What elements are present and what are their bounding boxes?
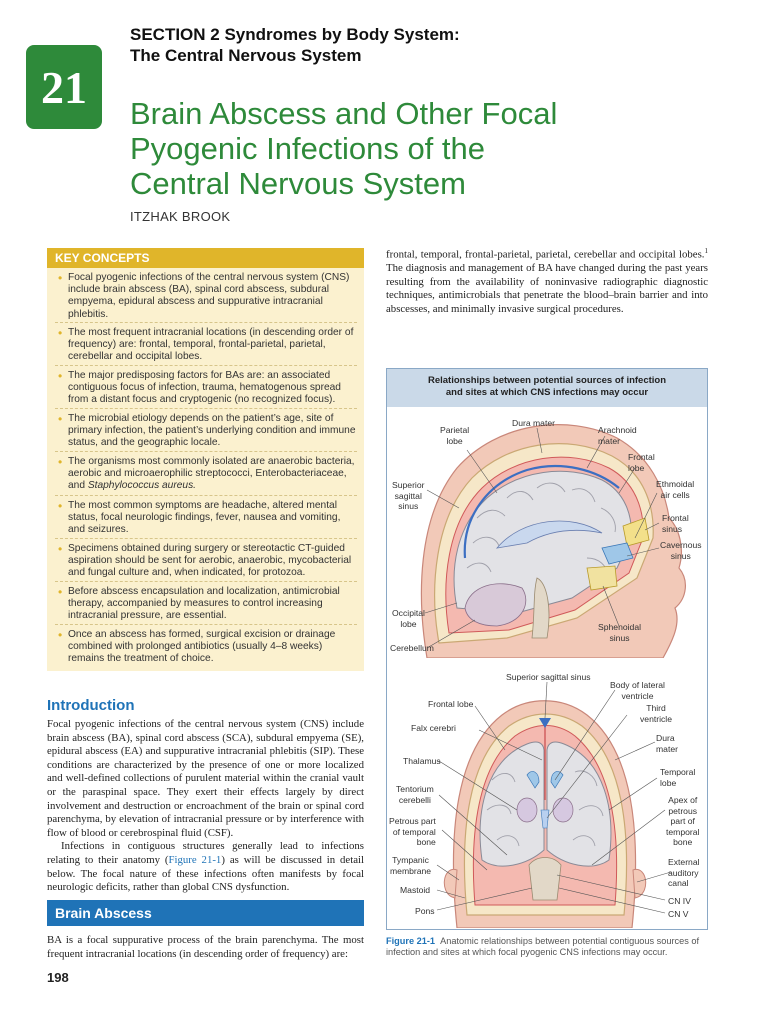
key-concept-item: • The microbial etiology depends on the patient’s age, site of primary infection, the patient’s underlying condition and immune status, and the geographic locale. xyxy=(58,413,358,450)
figure-21-1-link[interactable]: Figure 21-1 xyxy=(168,853,222,866)
figure-caption-label: Figure 21-1 xyxy=(386,936,436,946)
label-cavernous-sinus: Cavernous sinus xyxy=(660,540,702,561)
figure-header xyxy=(387,369,707,407)
section-title xyxy=(130,24,460,66)
chapter-title-line-2: Pyogenic Infections of the xyxy=(130,131,486,166)
author-name: ITZHAK BROOK xyxy=(130,209,231,224)
label-occipital-lobe: Occipital lobe xyxy=(392,608,425,629)
label-superior-sagittal-sinus-bottom: Superior sagittal sinus xyxy=(506,672,591,682)
section-line-1: SECTION 2 Syndromes by Body System: xyxy=(130,25,460,44)
figure-header-line-1: Relationships between potential sources of infection xyxy=(427,375,667,386)
key-concepts-header: KEY CONCEPTS xyxy=(47,248,364,268)
introduction-body xyxy=(47,718,364,895)
label-frontal-sinus: Frontal sinus xyxy=(662,513,689,534)
chapter-title-line-1: Brain Abscess and Other Focal xyxy=(130,96,558,131)
right-col-text: frontal, temporal, frontal-parietal, parietal, cerebellar and occipital lobes. xyxy=(386,248,705,261)
figure-caption-text: Anatomic relationships between potential contiguous sources of infection and sites at which focal pyogenic CNS infections may occur. xyxy=(386,936,700,957)
label-body-lateral-ventricle: Body of lateral ventricle xyxy=(610,680,665,701)
key-concept-divider xyxy=(55,581,357,582)
key-concept-item: • Focal pyogenic infections of the central nervous system (CNS) include brain abscess (BA), spinal cord abscess, subdural empyema, epidural abscess and suppurative intracranial phlebitis. xyxy=(58,272,358,321)
key-concept-item xyxy=(58,456,358,493)
label-ethmoidal-air-cells: Ethmoidal air cells xyxy=(656,479,695,500)
introduction-heading: Introduction xyxy=(47,697,135,714)
introduction-paragraph-1: Focal pyogenic infections of the central nervous system (CNS) include brain abscess (BA), spinal cord abscess (SCA), subdural empyema (SE), epidural abscess (EA) and suppurative intracranial phlebitis (SIP). These conditions are characterized by the presence of one or more localized and well-defined collections of purulent material within the cranial vault or the paraspinal space. They exert their effects largely by direct involvement and destruction or encroachment of the brain or spinal cord parenchyma, by elevation of intracranial pressure or by interference with flow of blood or cerebrospinal fluid (CSF). xyxy=(47,718,364,839)
key-concept-divider xyxy=(55,408,357,409)
intro-p2-text-cont: ) as will be discussed in detail below. The focal nature of these infections often manifests by focal neurologic deficits, rather than global CNS dysfunction. xyxy=(47,853,364,894)
key-concept-item: • Specimens obtained during surgery or stereotactic CT-guided aspiration should be sent for aerobic, anaerobic, mycobacterial and fungal culture and, when indicated, for protozoa. xyxy=(58,543,358,580)
key-concept-divider xyxy=(55,538,357,539)
brain-abscess-paragraph: BA is a focal suppurative process of the brain parenchyma. The most frequent intracranial locations (in descending order of frequency) are: xyxy=(47,934,364,960)
key-concept-divider xyxy=(55,322,357,323)
reference-1: 1 xyxy=(704,247,708,255)
label-tentorium-cerebelli: Tentorium cerebelli xyxy=(396,784,434,805)
label-external-auditory-canal: External auditory canal xyxy=(668,857,700,888)
label-arachnoid-mater: Arachnoid mater xyxy=(598,425,637,446)
section-line-2: The Central Nervous System xyxy=(130,46,362,65)
label-cn-v: CN V xyxy=(668,909,689,919)
label-tympanic-membrane: Tympanic membrane xyxy=(390,855,432,876)
brain-abscess-heading: Brain Abscess xyxy=(47,900,364,926)
label-pons: Pons xyxy=(415,906,435,916)
label-temporal-lobe: Temporal lobe xyxy=(660,767,696,788)
label-apex-petrous: Apex of petrous part of temporal bone xyxy=(666,795,700,847)
key-concept-divider xyxy=(55,624,357,625)
key-concept-item: • The most common symptoms are headache, altered mental status, focal neurologic findings, fever, nausea and vomiting, and seizures. xyxy=(58,500,358,537)
label-parietal-lobe: Parietal lobe xyxy=(440,425,470,446)
key-concept-item: • The most frequent intracranial locations (in descending order of frequency) are: frontal, temporal, frontal-parietal, parietal, cerebellar and occipital lobes. xyxy=(58,327,358,364)
chapter-number-badge: 21 xyxy=(26,45,102,129)
label-cn-iv: CN IV xyxy=(668,896,691,906)
figure-caption xyxy=(386,936,708,958)
chapter-title xyxy=(130,96,690,201)
label-frontal-lobe-top: Frontal lobe xyxy=(628,452,655,473)
label-dura-mater-top: Dura mater xyxy=(512,418,555,428)
label-third-ventricle: Third ventricle xyxy=(640,703,672,724)
label-petrous-part: Petrous part of temporal bone xyxy=(389,816,436,847)
figure-header-line-2: and sites at which CNS infections may occur xyxy=(445,387,649,398)
key-concept-item: • The major predisposing factors for BAs are: an associated contiguous focus of infection, trauma, hematogenous spread from a distant focus and cryptogenic (no recognized focus). xyxy=(58,370,358,407)
introduction-paragraph-2 xyxy=(47,840,364,894)
label-falx-cerebri: Falx cerebri xyxy=(411,723,456,733)
key-concept-divider xyxy=(55,451,357,452)
key-concept-divider xyxy=(55,365,357,366)
key-concept-item: • Once an abscess has formed, surgical excision or drainage combined with prolonged antibiotics (usually 4–8 weeks) remains the treatment of choice. xyxy=(58,629,358,666)
chapter-title-line-3: Central Nervous System xyxy=(130,166,466,201)
label-thalamus: Thalamus xyxy=(403,756,441,766)
right-col-text-cont: The diagnosis and management of BA have changed during the past years resulting from the availability of noninvasive radiographic diagnostic techniques, antimicrobials that penetrate the blood–brain barrier and into abscesses, and minimally invasive surgical procedures. xyxy=(386,262,708,315)
label-cerebellum: Cerebellum xyxy=(390,643,434,653)
right-column-paragraph xyxy=(386,245,708,317)
sagittal-brain-illustration xyxy=(387,408,707,658)
key-concept-item: • Before abscess encapsulation and localization, antimicrobial therapy, accompanied by measures to control increasing intracranial pressure, are essential. xyxy=(58,586,358,623)
label-superior-sagittal-sinus-top: Superior sagittal sinus xyxy=(392,480,425,511)
intro-p2-text: Infections in contiguous structures generally lead to infections relating to their anatomy ( xyxy=(47,840,364,866)
key-concept-text: The organisms most commonly isolated are anaerobic bacteria, aerobic and microaerophilic streptococci, Enterobacteriaceae, and Staphylococcus aureus. xyxy=(68,456,355,492)
label-frontal-lobe-bottom: Frontal lobe xyxy=(428,699,474,709)
key-concept-divider xyxy=(55,495,357,496)
label-dura-mater-bottom: Dura mater xyxy=(656,733,678,754)
label-sphenoidal-sinus: Sphenoidal sinus xyxy=(598,622,642,643)
page-number: 198 xyxy=(47,970,69,985)
label-mastoid: Mastoid xyxy=(400,885,431,895)
